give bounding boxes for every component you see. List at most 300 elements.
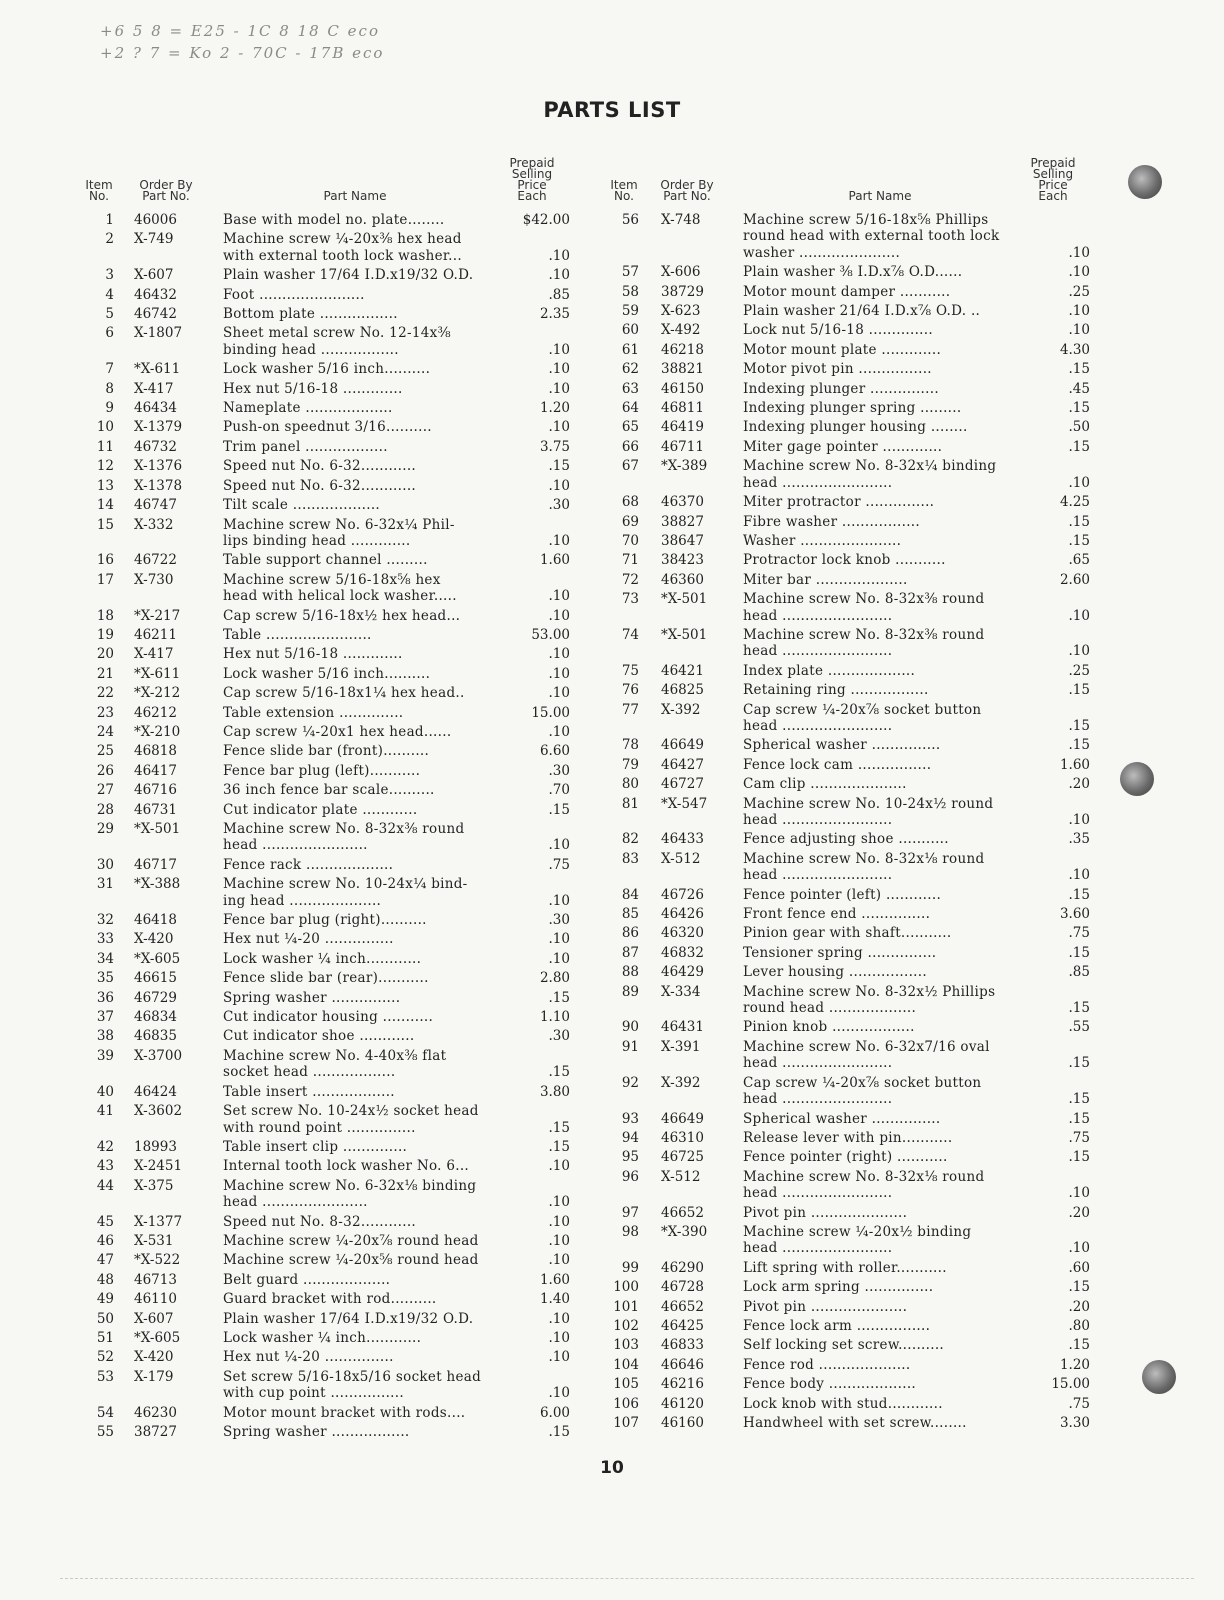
table-row: [80, 912, 570, 931]
item-number: 37: [96, 1009, 114, 1026]
item-number: 38: [96, 1028, 114, 1045]
price: .15: [548, 1064, 570, 1081]
item-number: 56: [621, 212, 639, 228]
part-number: 46649: [661, 1110, 704, 1127]
part-name: Fence bar plug (left)...........: [223, 762, 421, 779]
price: .15: [1068, 1337, 1090, 1354]
item-number: 89: [621, 983, 639, 1000]
price: .50: [1068, 419, 1090, 436]
part-name: Cap screw ¼-20x⅞ socket button head ........................: [743, 1074, 982, 1108]
item-number: 9: [105, 400, 114, 417]
item-number: 66: [621, 438, 639, 455]
price: .75: [1068, 925, 1090, 942]
table-row: [605, 1111, 1090, 1130]
part-name: Table insert ..................: [223, 1083, 395, 1100]
part-name: Index plate ...................: [743, 662, 916, 679]
table-row: [80, 381, 570, 400]
item-number: 26: [96, 762, 114, 779]
part-number: 38647: [661, 532, 704, 549]
price: 2.35: [539, 306, 570, 323]
item-number: 83: [621, 850, 639, 867]
table-row: [605, 264, 1090, 283]
part-name: Retaining ring .................: [743, 682, 929, 699]
price: 1.60: [539, 1271, 570, 1288]
part-number: 46419: [661, 419, 704, 436]
part-name: Plain washer 17/64 I.D.x19/32 O.D.: [223, 1310, 474, 1327]
item-number: 101: [613, 1298, 639, 1315]
header-part-name: Part Name: [323, 189, 387, 203]
item-number: 4: [105, 286, 114, 303]
part-number: 46429: [661, 964, 704, 981]
item-number: 42: [96, 1138, 114, 1155]
price: .10: [548, 588, 570, 605]
price: .10: [548, 361, 570, 378]
item-number: 99: [621, 1259, 639, 1276]
table-row: [605, 419, 1090, 438]
item-number: 65: [621, 419, 639, 436]
part-name: Plain washer 17/64 I.D.x19/32 O.D.: [223, 267, 474, 284]
item-number: 102: [613, 1317, 639, 1334]
price: .15: [1068, 717, 1090, 734]
part-name: Motor mount plate .............: [743, 341, 942, 358]
item-number: 49: [96, 1291, 114, 1308]
table-row: [605, 458, 1090, 494]
table-row: [80, 1349, 570, 1368]
item-number: 71: [621, 552, 639, 569]
table-row: [605, 322, 1090, 341]
price: .10: [548, 532, 570, 549]
part-name: Belt guard ...................: [223, 1271, 391, 1288]
part-name: Machine screw No. 6-32x¼ Phil- lips binding head .............: [223, 516, 455, 549]
part-name: Cap screw ¼-20x⅞ socket button head ........................: [743, 701, 982, 734]
table-row: [80, 990, 570, 1009]
page-title: PARTS LIST: [543, 98, 681, 122]
price: .10: [1068, 867, 1090, 884]
item-number: 11: [96, 438, 114, 455]
table-row: [80, 361, 570, 380]
item-number: 51: [96, 1329, 114, 1346]
table-row: [605, 796, 1090, 832]
table-row: [80, 1048, 570, 1084]
part-number: 38423: [661, 552, 704, 569]
part-name: Motor mount damper ...........: [743, 283, 951, 300]
table-row: [80, 821, 570, 857]
table-row: [605, 831, 1090, 850]
price: .85: [548, 286, 570, 303]
price: .10: [1068, 1240, 1090, 1257]
part-name: Set screw 5/16-18x5/16 socket head with cup point ................: [223, 1368, 482, 1402]
item-number: 103: [613, 1337, 639, 1354]
item-number: 43: [96, 1158, 114, 1175]
item-number: 21: [96, 665, 114, 682]
column-header: [605, 145, 1090, 202]
item-number: 95: [621, 1149, 639, 1166]
part-number: 46370: [661, 494, 704, 511]
part-number: 46646: [661, 1356, 704, 1373]
part-number: X-512: [661, 1168, 701, 1185]
part-number: 46731: [134, 801, 177, 818]
table-row: [80, 931, 570, 950]
table-row: [80, 608, 570, 627]
price: $42.00: [522, 212, 570, 228]
item-number: 80: [621, 776, 639, 793]
item-number: 44: [96, 1177, 114, 1194]
part-name: Nameplate ...................: [223, 400, 393, 417]
part-name: Cut indicator shoe ............: [223, 1028, 415, 1045]
price: .10: [548, 1310, 570, 1327]
part-name: Cut indicator housing ...........: [223, 1009, 434, 1026]
part-name: Machine screw ¼-20x⅜ hex head with external tooth lock washer...: [223, 231, 462, 264]
part-name: Cap screw 5/16-18x½ hex head...: [223, 607, 461, 624]
item-number: 19: [96, 626, 114, 643]
table-row: [605, 906, 1090, 925]
price: .75: [1068, 1129, 1090, 1146]
price: 1.60: [539, 552, 570, 569]
part-name: Machine screw No. 8-32x⅜ round head ........................: [743, 591, 985, 624]
binder-hole: [1142, 1360, 1176, 1394]
price: 1.10: [539, 1009, 570, 1026]
part-name: Machine screw ¼-20x⅝ round head: [223, 1252, 479, 1269]
binder-hole: [1120, 762, 1154, 796]
table-row: [605, 925, 1090, 944]
item-number: 28: [96, 801, 114, 818]
part-number: 46160: [661, 1415, 704, 1431]
table-row: [605, 1396, 1090, 1415]
part-number: 46431: [661, 1019, 704, 1036]
table-row: [80, 1178, 570, 1214]
price: .20: [1068, 1298, 1090, 1315]
item-number: 23: [96, 704, 114, 721]
table-row: [80, 627, 570, 646]
part-name: Sheet metal screw No. 12-14x⅜ binding head .................: [223, 325, 451, 358]
table-row: [605, 533, 1090, 552]
part-name: Fence slide bar (rear)...........: [223, 970, 429, 987]
price: .80: [1068, 1317, 1090, 1334]
part-name: Cut indicator plate ............: [223, 801, 418, 818]
item-number: 53: [96, 1368, 114, 1385]
price: .70: [548, 782, 570, 799]
part-number: X-3700: [134, 1047, 183, 1064]
part-number: 46425: [661, 1317, 704, 1334]
price: 53.00: [531, 626, 570, 643]
price: .10: [1068, 643, 1090, 660]
item-number: 7: [105, 361, 114, 378]
table-row: [80, 1405, 570, 1424]
header-price: Prepaid Selling Price Each: [1030, 156, 1076, 203]
price: .15: [1068, 737, 1090, 754]
table-row: [605, 1357, 1090, 1376]
item-number: 76: [621, 682, 639, 699]
part-number: 46360: [661, 571, 704, 588]
item-number: 88: [621, 964, 639, 981]
part-name: Spherical washer ...............: [743, 737, 941, 754]
part-name: Miter protractor ...............: [743, 494, 935, 511]
item-number: 25: [96, 743, 114, 760]
table-row: [80, 951, 570, 970]
price: .10: [548, 1349, 570, 1366]
price: 3.80: [539, 1083, 570, 1100]
table-row: [605, 1376, 1090, 1395]
item-number: 68: [621, 494, 639, 511]
price: .10: [1068, 607, 1090, 624]
part-number: *X-390: [661, 1223, 708, 1240]
price: .10: [548, 723, 570, 740]
table-row: [80, 802, 570, 821]
part-name: Internal tooth lock washer No. 6...: [223, 1158, 470, 1175]
header-price: Prepaid Selling Price Each: [509, 156, 555, 203]
part-number: *X-388: [134, 876, 181, 893]
price: .20: [1068, 1204, 1090, 1221]
table-row: [80, 705, 570, 724]
part-name: Washer ......................: [743, 532, 902, 549]
table-row: [605, 572, 1090, 591]
price: .10: [548, 646, 570, 663]
table-row: [605, 1415, 1090, 1434]
item-number: 33: [96, 931, 114, 948]
part-name: Motor mount bracket with rods....: [223, 1404, 466, 1421]
table-row: [80, 1084, 570, 1103]
price: 2.60: [1059, 571, 1090, 588]
table-row: [80, 1369, 570, 1405]
part-name: Machine screw ¼-20x⅞ round head: [223, 1232, 479, 1249]
item-number: 90: [621, 1019, 639, 1036]
part-number: X-332: [134, 516, 174, 533]
part-name: Fence lock arm ................: [743, 1317, 931, 1334]
item-number: 60: [621, 322, 639, 339]
part-name: Plain washer ⅜ I.D.x⅞ O.D......: [743, 264, 963, 281]
part-number: 46426: [661, 906, 704, 923]
part-number: 46320: [661, 925, 704, 942]
part-name: Speed nut No. 8-32............: [223, 1213, 417, 1230]
part-name: Motor pivot pin ................: [743, 361, 932, 378]
price: .10: [1068, 812, 1090, 828]
table-row: [80, 685, 570, 704]
part-number: *X-501: [134, 821, 181, 837]
part-name: Self locking set screw..........: [743, 1337, 945, 1354]
price: .10: [548, 607, 570, 624]
part-number: 46424: [134, 1083, 177, 1100]
price: .10: [1068, 264, 1090, 281]
table-row: [80, 478, 570, 497]
table-row: [80, 1158, 570, 1177]
part-number: 46711: [661, 438, 704, 455]
table-row: [605, 514, 1090, 533]
table-row: [605, 284, 1090, 303]
item-number: 31: [96, 876, 114, 893]
part-number: *X-605: [134, 1329, 181, 1346]
part-name: Speed nut No. 6-32............: [223, 458, 417, 475]
table-row: [605, 439, 1090, 458]
item-number: 32: [96, 912, 114, 929]
item-number: 34: [96, 950, 114, 967]
price: 4.30: [1059, 341, 1090, 358]
item-number: 48: [96, 1271, 114, 1288]
item-number: 84: [621, 886, 639, 903]
part-number: 46716: [134, 782, 177, 799]
price: .15: [1068, 513, 1090, 530]
table-row: [605, 1149, 1090, 1168]
table-row: [80, 876, 570, 912]
table-row: [80, 646, 570, 665]
price: .85: [1068, 964, 1090, 981]
table-row: [605, 702, 1090, 738]
table-row: [605, 964, 1090, 983]
table-row: [80, 552, 570, 571]
part-number: X-334: [661, 983, 701, 1000]
price: .10: [1068, 303, 1090, 320]
item-number: 30: [96, 856, 114, 873]
part-name: Pivot pin .....................: [743, 1298, 908, 1315]
price: 6.00: [539, 1404, 570, 1421]
price: .10: [548, 1213, 570, 1230]
item-number: 74: [621, 626, 639, 643]
table-row: [605, 591, 1090, 627]
part-number: X-417: [134, 646, 174, 663]
part-number: 46649: [661, 737, 704, 754]
item-number: 47: [96, 1252, 114, 1269]
price: .10: [548, 477, 570, 494]
part-number: 46615: [134, 970, 177, 987]
part-number: X-1378: [134, 477, 183, 494]
part-number: 46811: [661, 400, 704, 417]
price: .20: [1068, 776, 1090, 793]
part-name: Machine screw No. 8-32x½ Phillips round head ...................: [743, 983, 996, 1017]
item-number: 22: [96, 685, 114, 702]
item-number: 67: [621, 458, 639, 475]
part-name: Lock washer ¼ inch............: [223, 1329, 422, 1346]
item-number: 2: [105, 231, 114, 248]
part-number: *X-501: [661, 626, 708, 643]
part-number: 46212: [134, 704, 177, 721]
item-number: 58: [621, 283, 639, 300]
price: .15: [548, 1138, 570, 1155]
part-name: Spring washer .................: [223, 1424, 410, 1440]
price: .15: [548, 1119, 570, 1136]
item-number: 62: [621, 361, 639, 378]
price: .15: [1068, 944, 1090, 961]
price: .10: [548, 892, 570, 909]
price: .10: [548, 1232, 570, 1249]
item-number: 100: [613, 1279, 639, 1296]
part-number: *X-547: [661, 795, 708, 812]
table-row: [605, 776, 1090, 795]
price: .15: [1068, 400, 1090, 417]
item-number: 18: [96, 607, 114, 624]
part-number: 46433: [661, 831, 704, 848]
item-number: 29: [96, 821, 114, 837]
item-number: 96: [621, 1168, 639, 1185]
part-number: *X-210: [134, 723, 181, 740]
part-name: Hex nut ¼-20 ...............: [223, 931, 394, 948]
item-number: 69: [621, 513, 639, 530]
table-row: [80, 1009, 570, 1028]
table-row: [605, 737, 1090, 756]
table-row: [605, 887, 1090, 906]
price: 3.30: [1059, 1415, 1090, 1431]
part-name: Fence bar plug (right)..........: [223, 912, 427, 929]
part-number: X-492: [661, 322, 701, 339]
table-row: [605, 400, 1090, 419]
price: 1.20: [539, 400, 570, 417]
part-number: 38821: [661, 361, 704, 378]
part-number: X-392: [661, 701, 701, 718]
table-row: [80, 497, 570, 516]
part-name: Lock washer 5/16 inch..........: [223, 361, 431, 378]
item-number: 104: [613, 1356, 639, 1373]
part-number: *X-501: [661, 591, 708, 608]
part-name: Fence pointer (left) ............: [743, 886, 942, 903]
price: .10: [548, 267, 570, 284]
price: .15: [1068, 1000, 1090, 1017]
part-number: 46722: [134, 552, 177, 569]
part-name: Protractor lock knob ...........: [743, 552, 946, 569]
part-number: 46742: [134, 306, 177, 323]
part-name: Miter bar ....................: [743, 571, 908, 588]
price: .15: [548, 989, 570, 1006]
price: .60: [1068, 1259, 1090, 1276]
item-number: 6: [105, 325, 114, 342]
item-number: 8: [105, 380, 114, 397]
item-number: 75: [621, 662, 639, 679]
table-row: [80, 857, 570, 876]
part-number: X-1807: [134, 325, 183, 342]
price: .10: [548, 1329, 570, 1346]
price: .15: [1068, 438, 1090, 455]
price: .10: [548, 950, 570, 967]
part-name: Hex nut 5/16-18 .............: [223, 380, 403, 397]
price: .15: [1068, 532, 1090, 549]
part-number: 46729: [134, 989, 177, 1006]
price: .10: [548, 1252, 570, 1269]
parts-column-left: [80, 145, 570, 1443]
part-number: X-420: [134, 1349, 174, 1366]
price: .30: [548, 912, 570, 929]
part-name: Pinion gear with shaft...........: [743, 925, 952, 942]
table-row: [605, 494, 1090, 513]
item-number: 63: [621, 380, 639, 397]
part-number: X-375: [134, 1177, 174, 1194]
part-name: Machine screw No. 8-32x⅛ round head ........................: [743, 850, 985, 884]
table-row: [605, 851, 1090, 887]
price: .15: [1068, 361, 1090, 378]
price: .10: [548, 665, 570, 682]
price: .55: [1068, 1019, 1090, 1036]
table-row: [80, 1103, 570, 1139]
item-number: 85: [621, 906, 639, 923]
parts-list-left: [80, 212, 570, 1443]
table-row: [80, 666, 570, 685]
part-number: 46728: [661, 1279, 704, 1296]
item-number: 73: [621, 591, 639, 608]
part-number: X-3602: [134, 1103, 183, 1120]
table-row: [80, 1214, 570, 1233]
part-name: Machine screw No. 8-32x⅜ round head .......................: [223, 821, 465, 854]
part-name: Machine screw No. 8-32x⅛ round head ........................: [743, 1168, 985, 1202]
item-number: 91: [621, 1038, 639, 1055]
table-row: [80, 782, 570, 801]
item-number: 10: [96, 419, 114, 436]
part-number: 46727: [661, 776, 704, 793]
part-name: Fence adjusting shoe ...........: [743, 831, 949, 848]
part-number: 46421: [661, 662, 704, 679]
table-row: [605, 361, 1090, 380]
part-number: 46832: [661, 944, 704, 961]
part-name: Machine screw No. 10-24x½ round head ........................: [743, 795, 994, 828]
item-number: 98: [621, 1223, 639, 1240]
table-row: [605, 1130, 1090, 1149]
item-number: 1: [105, 212, 114, 228]
part-number: *X-212: [134, 685, 181, 702]
